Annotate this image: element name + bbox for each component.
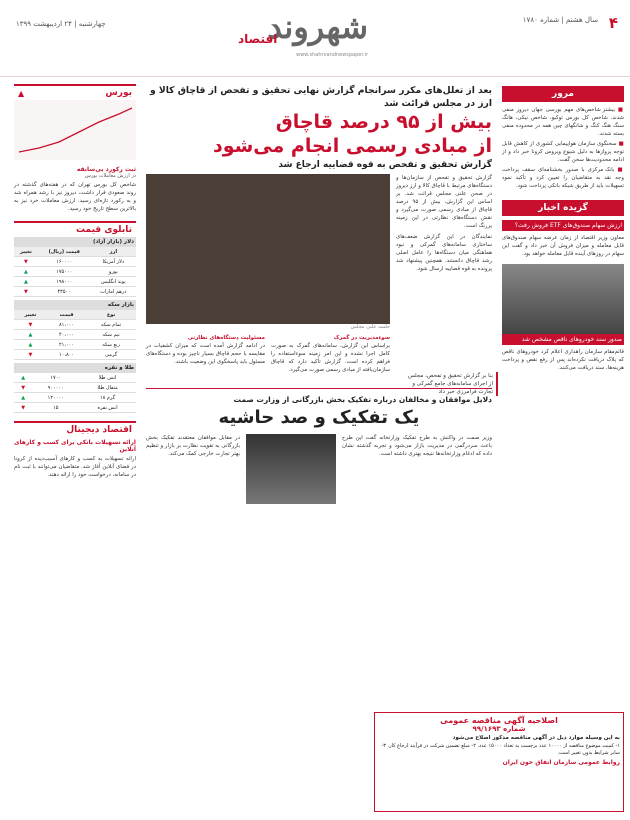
issue-info: سال هشتم | شماره ۱۷۸۰ — [522, 16, 598, 24]
review-item: ■ سخنگوی سازمان هواپیمایی کشوری از کاهش قابل توجه پروازها به دلیل شیوع ویروس کرونا خبر داد و از ادامه محدودیت‌ها سخن گفت. — [502, 140, 624, 164]
coin-title: بازار سکه — [14, 300, 136, 310]
main-article — [146, 84, 492, 504]
table-row: انس طلا ۱۷۰۰ ▲ — [14, 373, 136, 383]
price-board-title: تابلوی قیمت — [76, 225, 132, 235]
coin-table: نوع قیمت تغییر تمام سکه ۸۱،۰۰۰ ▼ نیم سکه ۴۰،۰۰۰ ▲ ربع سکه ۲۱،۰۰۰ ▲ گرمی ۱۰،۸۰۰ ▼ — [14, 310, 136, 360]
table-row: درهم امارات ۴۳۵۰۰ ▼ — [14, 287, 136, 297]
article-title-line1: بیش از ۹۵ درصد قاچاق — [275, 111, 492, 133]
minister-photo — [246, 434, 336, 504]
sidebar-left — [14, 84, 136, 479]
table-row: مثقال طلا ۹۰۰۰۰۰ ▼ — [14, 383, 136, 393]
article-lead: گزارش تحقیق و تفحص به قوه قضاییه ارجاع شد — [278, 160, 492, 170]
review-list — [502, 106, 624, 190]
table-row: نیم سکه ۴۰،۰۰۰ ▲ — [14, 330, 136, 340]
bourse-box-title: ثبت رکورد بی‌سابقه — [76, 166, 136, 173]
ad-subtitle: به این وسیله موارد ذیل در آگهی مناقصه مذکور اصلاح می‌شود — [452, 735, 620, 741]
news-photo — [502, 264, 624, 334]
article-col-c: سوءمدیریت در گمرک براساس این گزارش، سامانه‌های گمرک به صورت کامل اجرا نشده و این امر زمینه سوءاستفاده را فراهم کرده است. گزارش تأکید دارد که قاچاق سازمان‌یافته از مبادی رسمی صورت می‌گیرد. — [271, 335, 390, 373]
parliament-photo — [146, 174, 390, 324]
masthead — [0, 0, 630, 77]
table-row: یورو ۱۷۵۰۰۰ ▲ — [14, 267, 136, 277]
price-board-header — [14, 221, 136, 237]
ad-footer: روابط عمومی سازمان اتفاق خون ایران — [502, 759, 620, 766]
logo — [238, 8, 368, 58]
gold-table — [14, 373, 136, 413]
table-row: ربع سکه ۲۱،۰۰۰ ▲ — [14, 340, 136, 350]
second-article — [146, 388, 492, 504]
review-item: ■ بانک مرکزی با صدور بخشنامه‌ای سقف پرداخت وجه نقد به متقاضیان را تعیین کرد و تأکید نمود تسهیلات باید از طریق شبکه بانکی پرداخت شود. — [502, 166, 624, 190]
bourse-chart — [14, 100, 136, 160]
news-body: معاون وزیر اقتصاد از زمان عرضه سهام صندوق‌های قابل معامله و میزان فروش آن خبر داد و گفت این سهام در روزهای آینده قابل معامله خواهد بود. — [502, 235, 624, 257]
gold-title: طلا و نقره — [14, 363, 136, 373]
bourse-header — [14, 84, 136, 100]
article2-col-b: در مقابل موافقان معتقدند تفکیک بخش بازرگانی به تقویت نظارت بر بازار و تنظیم بهتر تجارت خارجی کمک می‌کند. — [146, 435, 240, 457]
article2-kicker: دلایل موافقان و مخالفان درباره تفکیک بخش بازرگانی از وزارت صمت — [233, 395, 492, 404]
chart-icon: ▲ — [18, 88, 25, 98]
fx-table: ارز قیمت (ریال) تغییر دلار آمریکا ۱۶۰۰۰۰ ▼ یورو ۱۷۵۰۰۰ ▲ پوند انگلیس ۱۹۸۰۰۰ ▲ درهم امارات ۴۳۵۰۰ ▼ — [14, 247, 136, 297]
article-title-line2: از مبادی رسمی انجام می‌شود — [212, 135, 492, 157]
logo-sub: اقتصاد — [238, 32, 278, 46]
side-quote: بنا بر گزارش تحقیق و تفحص، مجلس از اجرای سامانه‌های جامع گمرکی و تجارت فرامرزی خبر داد — [403, 372, 498, 396]
fx-title: دلار (بازار آزاد) — [14, 237, 136, 247]
table-row: انس نقره ۱۵ ▼ — [14, 403, 136, 413]
logo-main: شهروند — [267, 8, 368, 46]
article-col-right: گزارش تحقیق و تفحص از سازمان‌ها و دستگاه‌های مرتبط با قاچاق کالا و ارز دیروز در صحن علنی مجلس قرائت شد. بر اساس این گزارش، بیش از ۹۵ درصد قاچاق از مبادی رسمی صورت می‌گیرد و نقش دستگاه‌های نظارتی در این زمینه پررنگ است. نمایندگان در این گزارش ضعف‌های ساختاری سامانه‌های گمرکی و نبود هماهنگی میان دستگاه‌ها را عامل اصلی رشد قاچاق دانستند. همچنین پیشنهاد شد پرونده به قوه قضاییه ارسال شود. — [396, 175, 493, 272]
ad-body: ۱- کمیت موضوع مناقصه از ۱۰۰۰۰ عدد برچسب به تعداد ۱۵۰۰۰ عدد. ۲- مبلغ تضمین شرکت در فرآیند ارجاع کار. ۳- سایر شرایط بدون تغییر است. — [381, 743, 620, 756]
article-photo-block — [146, 174, 390, 374]
news-headline: ارزش سهام صندوق‌های ETF فروش رفت؟ — [502, 220, 624, 231]
digital-body: ارائه تسهیلات به کسب و کارهای آسیب‌دیده از کرونا در فضای آنلاین آغاز شد. متقاضیان می‌توانند با ثبت نام در سامانه، درخواست خود را ارائه دهند. — [14, 456, 136, 478]
ad-title: اصلاحیه آگهی مناقصه عمومی — [440, 716, 558, 725]
news-title: گزیده اخبار — [502, 200, 624, 216]
bourse-body: شاخص کل بورس تهران که در هفته‌های گذشته در روند صعودی قرار داشت، دیروز نیز با رشد همراه شد و به رکورد تازه‌ای رسید. ارزش معاملات خرد نیز به بالاترین سطح تاریخ خود رسید. — [14, 182, 136, 212]
article-body-top — [146, 174, 492, 374]
digital-title: اقتصاد دیجیتال — [66, 425, 132, 435]
table-row: پوند انگلیس ۱۹۸۰۰۰ ▲ — [14, 277, 136, 287]
article2-col-a: وزیر صمت در واکنش به طرح تفکیک وزارتخانه گفت این طرح باعث سردرگمی در مدیریت بازار می‌شود و تجربه گذشته نشان داده که ادغام وزارتخانه‌ها نتیجه بهتری داشته است. — [342, 435, 492, 457]
table-row: گرم ۱۸ ۱۲۰۰۰۰ ▲ — [14, 393, 136, 403]
article2-title: یک تفکیک و صد حاشیه — [218, 407, 420, 428]
digital-headline: ارائه تسهیلات بانکی برای کسب و کارهای آنلاین — [14, 439, 136, 453]
review-item: ■ بیشتر شاخص‌های مهم بورسی جهان دیروز منفی شدند. شاخص کل بورس توکیو، شاخص نیکی، هانگ سنگ هنگ کنگ و شانگهای چین همه در محدوده منفی بسته شدند. — [502, 106, 624, 138]
page-number: ۴ — [608, 14, 618, 32]
tender-ad — [374, 712, 624, 812]
news-photo-caption: صدور سند خودروهای ناقص مشخص شد — [502, 334, 624, 345]
article-kicker: بعد از تعلل‌های مکرر سرانجام گزارش نهایی تحقیق و تفحص از قاچاق کالا و ارز در مجلس قرائت شد — [149, 85, 492, 109]
date: چهارشنبه | ۲۴ اردیبهشت ۱۳۹۹ — [16, 20, 106, 28]
photo-caption: جلسه علنی مجلس — [350, 324, 390, 330]
table-row: تمام سکه ۸۱،۰۰۰ ▼ — [14, 320, 136, 330]
website: www.shahrvandnewspaper.ir — [296, 52, 368, 58]
ad-number: شماره ۹۹/۱۶۹۳ — [472, 725, 526, 733]
table-row: گرمی ۱۰،۸۰۰ ▼ — [14, 350, 136, 360]
bourse-box-sub: در ارزش معاملات بورس — [84, 173, 136, 179]
sidebar-right — [502, 86, 624, 372]
table-row: دلار آمریکا ۱۶۰۰۰۰ ▼ — [14, 257, 136, 267]
bourse-title: بورس — [105, 88, 132, 98]
news-photo-body: قائم‌مقام سازمان راهداری اعلام کرد خودروهای ناقص که پلاک دریافت نکرده‌اند پس از رفع نقص و پرداخت هزینه‌ها، سند دریافت می‌کنند. — [502, 349, 624, 371]
article-col-d: مسئولیت دستگاه‌های نظارتی در ادامه گزارش آمده است که میزان کشفیات در مقایسه با حجم قاچاق بسیار ناچیز بوده و دستگاه‌های مسئول باید پاسخگوی این وضعیت باشند. — [146, 335, 265, 365]
digital-header — [14, 421, 136, 437]
review-title: مرور — [502, 86, 624, 102]
